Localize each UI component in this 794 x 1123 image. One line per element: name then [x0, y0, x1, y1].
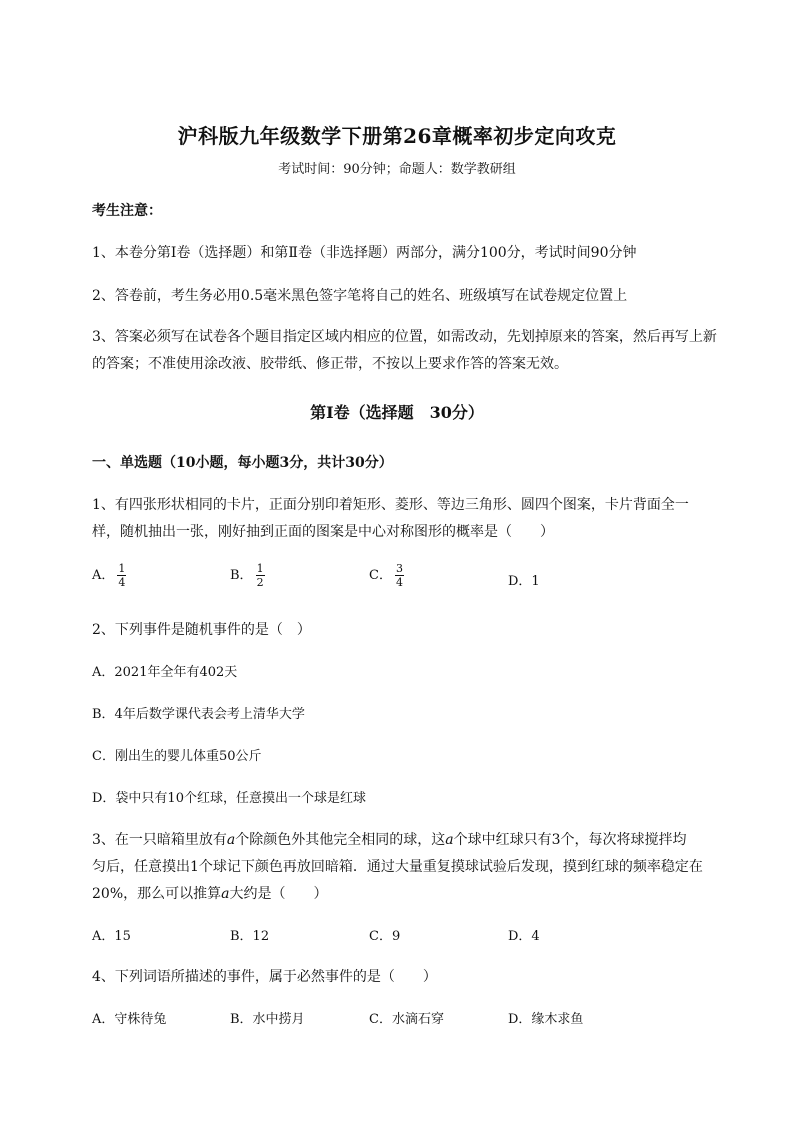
fraction [395, 562, 404, 589]
q3-variable: a [226, 832, 236, 848]
question-1-line: 样，随机抽出一张，刚好抽到正面的图案是中心对称图形的概率是（ ） [92, 524, 554, 540]
q1-option-b [230, 562, 265, 589]
q3-variable: a [445, 832, 454, 848]
question-2-stem: 2、下列事件是随机事件的是（ ） [92, 622, 311, 638]
fraction-denominator: 2 [256, 576, 264, 589]
question-3-line [92, 829, 687, 849]
question-4-stem: 4、下列词语所描述的事件，属于必然事件的是（ ） [92, 969, 437, 985]
q3-option-c: C．9 [369, 929, 401, 944]
q1-option-c-label: C． [369, 568, 392, 583]
question-3-line [92, 883, 327, 903]
q3-option-a: A．15 [92, 929, 131, 944]
q2-option-d: D．袋中只有10个红球，任意摸出一个球是红球 [92, 791, 366, 806]
fraction-denominator: 4 [395, 576, 403, 589]
q4-option-d: D．缘木求鱼 [508, 1012, 584, 1027]
q4-option-c: C．水滴石穿 [369, 1012, 444, 1027]
section-title: 第I卷（选择题 30分） [310, 403, 484, 422]
fraction-numerator: 1 [118, 562, 126, 575]
q1-option-d: D．1 [508, 574, 540, 589]
notice-item: 1、本卷分第I卷（选择题）和第Ⅱ卷（非选择题）两部分，满分100分，考试时间90分钟 [92, 245, 637, 261]
q1-option-c [369, 562, 404, 589]
q4-option-a: A．守株待兔 [92, 1012, 167, 1027]
q2-option-a: A．2021年全年有402天 [92, 665, 238, 680]
q3-text: 个球中红球只有3个，每次将球搅拌均 [453, 832, 687, 848]
q3-option-d: D．4 [508, 929, 540, 944]
notice-item: 2、答卷前，考生务必用0.5毫米黑色签字笔将自己的姓名、班级填写在试卷规定位置上 [92, 288, 628, 304]
fraction [117, 562, 126, 589]
q1-option-a-label: A． [92, 568, 115, 583]
exam-subtitle: 考试时间：90分钟；命题人：数学教研组 [278, 162, 516, 177]
fraction-numerator: 3 [395, 562, 403, 575]
q2-option-c: C．刚出生的婴儿体重50公斤 [92, 749, 262, 764]
q3-option-b: B．12 [230, 929, 270, 944]
question-1-line: 1、有四张形状相同的卡片，正面分别印着矩形、菱形、等边三角形、圆四个图案，卡片背面全一 [92, 497, 689, 513]
exam-title: 沪科版九年级数学下册第26章概率初步定向攻克 [177, 124, 617, 148]
q3-text: 3、在一只暗箱里放有 [92, 832, 227, 848]
q3-text: 个除颜色外其他完全相同的球，这 [235, 832, 446, 848]
fraction-numerator: 1 [256, 562, 264, 575]
q2-option-b: B．4年后数学课代表会考上清华大学 [92, 707, 305, 722]
q3-variable: a [221, 886, 230, 902]
q1-option-b-label: B． [230, 568, 253, 583]
question-3-line: 匀后，任意摸出1个球记下颜色再放回暗箱．通过大量重复摸球试验后发现，摸到红球的频率稳定在 [92, 859, 703, 875]
fraction-denominator: 4 [118, 576, 126, 589]
q3-text: 20%，那么可以推算 [92, 886, 222, 902]
notice-heading: 考生注意： [92, 203, 162, 219]
q1-option-a [92, 562, 126, 589]
fraction [256, 562, 265, 589]
part-title: 一、单选题（10小题，每小题3分，共计30分） [92, 455, 393, 471]
q3-text: 大约是（ ） [229, 886, 328, 902]
q4-option-b: B．水中捞月 [230, 1012, 305, 1027]
notice-item: 的答案；不准使用涂改液、胶带纸、修正带，不按以上要求作答的答案无效。 [92, 356, 568, 372]
notice-item: 3、答案必须写在试卷各个题目指定区域内相应的位置，如需改动，先划掉原来的答案，然后再写上新 [92, 329, 717, 345]
